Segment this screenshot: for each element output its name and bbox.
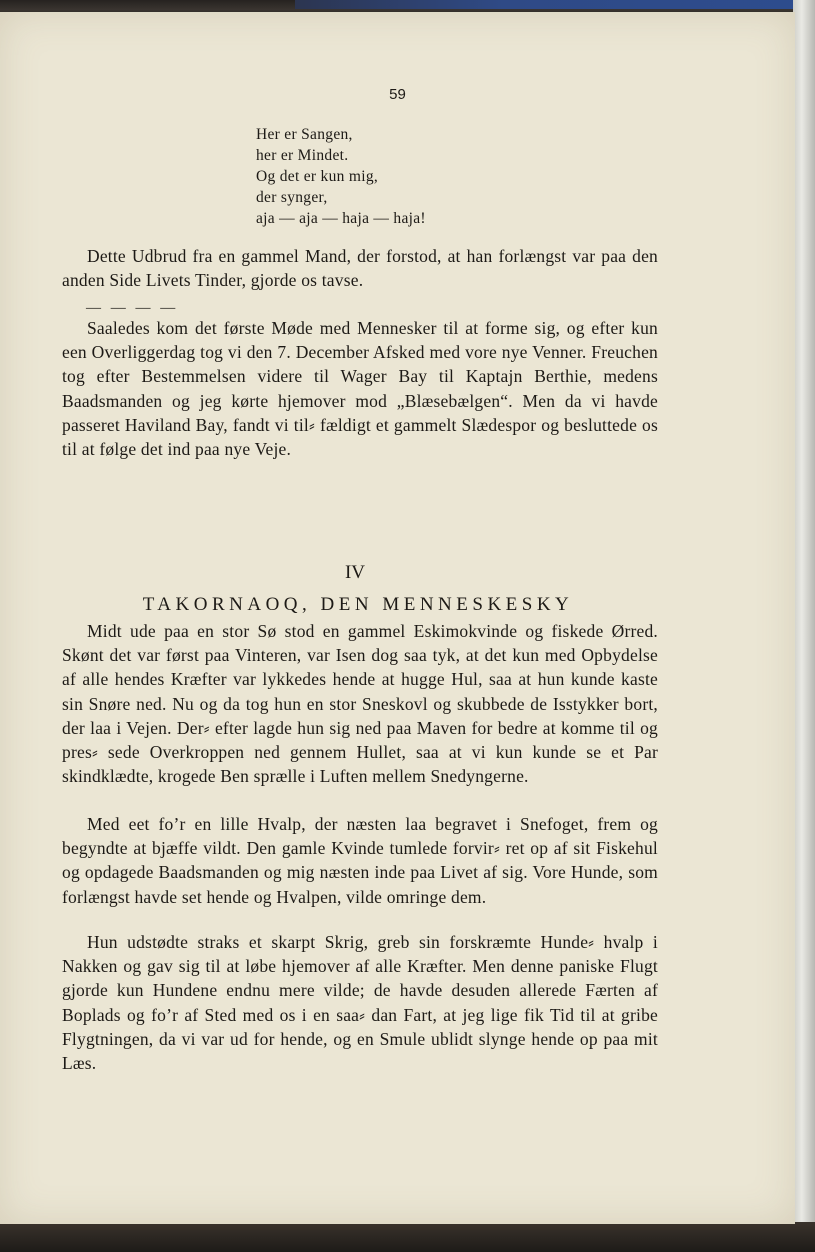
poem-line: der synger, [256, 189, 328, 206]
poem-line: Og det er kun mig, [256, 168, 379, 185]
book-page [0, 12, 795, 1224]
paragraph-eskimokvinde: Midt ude paa en stor Sø stod en gammel Eskimokvinde og fiskede Ørred. Skønt det var først paa Vinteren, var Isen dog saa tyk, at det kun med Opbydelse af alle hendes Kræfter var lykkedes hende at hugge Hul, saa at hun kunde kaste sin Snøre ned. Nu og da tog hun en stor Sneskovl og skubbede de Isstykker bort, der laa i Vejen. Der⸗ efter lagde hun sig ned paa Maven for bedre at komme til og pres⸗ sede Overkroppen ned gennem Hullet, saa at vi kun kunde se et Par skindklædte, krogede Ben sprælle i Luften mellem Snedyngerne. [62, 621, 658, 787]
poem-line: aja — aja — haja — haja! [256, 210, 426, 227]
paragraph-hvalp: Med eet fo’r en lille Hvalp, der næsten laa begravet i Snefoget, frem og begyndte at bjæffe vildt. Den gamle Kvinde tumlede forvir⸗ ret op af sit Fiskehul og opdagede Baadsmanden og mig næsten inde paa Livet af sig. Vore Hunde, som forlængst havde set hende og Hvalpen, vilde omringe dem. [62, 814, 658, 907]
paragraph-udbrud: Dette Udbrud fra en gammel Mand, der forstod, at han forlængst var paa den anden Side Livets Tinder, gjorde os tavse. [62, 246, 658, 291]
poem-line: her er Mindet. [256, 147, 349, 164]
chapter-number: IV [344, 562, 366, 583]
scan-edge-bottom [0, 1222, 815, 1252]
chapter-title: TAKORNAOQ, DEN MENNESKESKY [142, 594, 574, 615]
book-cover-edge [295, 0, 815, 9]
paragraph-flugt: Hun udstødte straks et skarpt Skrig, greb sin forskræmte Hunde⸗ hvalp i Nakken og gav sig til at løbe hjemover af alle Kræfter. Men denne paniske Flugt gjorde kun Hundene endnu mere vilde; de havde desuden allerede Færten af Boplads og fo’r af Sted med os i en saa⸗ dan Fart, at jeg lige fik Tid til at gribe Flygtningen, da vi var ud for hende, og en Smule ublidt slynge hende op paa mit Læs. [62, 932, 658, 1074]
scan-edge-right [793, 0, 815, 1252]
page-number: 59 [389, 86, 406, 103]
poem-stanza [256, 124, 426, 229]
section-separator: — — — — [86, 300, 179, 316]
paragraph-afsked: Saaledes kom det første Møde med Mennesker til at forme sig, og efter kun een Overliggerdag tog vi den 7. December Afsked med vore nye Venner. Freuchen tog efter Bestemmelsen videre til Wager Bay til Kaptajn Berthie, medens Baadsmanden og jeg kørte hjemover mod „Blæsebælgen“. Men da vi havde passeret Haviland Bay, fandt vi til⸗ fældigt et gammelt Slædespor og besluttede os til at følge det ind paa nye Veje. [62, 318, 658, 460]
poem-line: Her er Sangen, [256, 126, 353, 143]
